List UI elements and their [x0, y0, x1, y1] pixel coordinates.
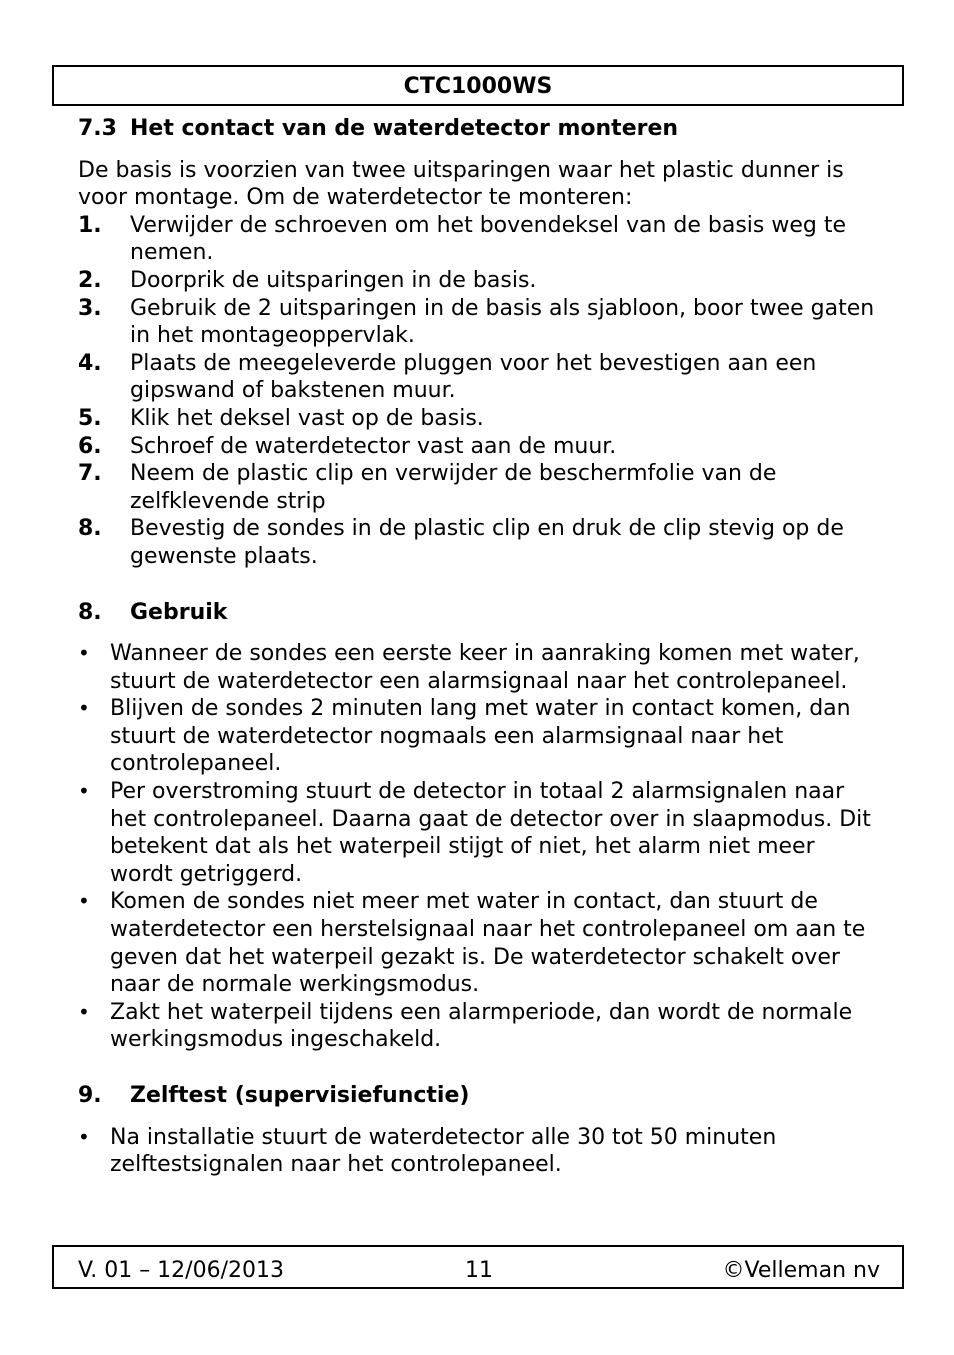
copyright: ©Velleman nv: [722, 1258, 880, 1283]
list-item: [78, 212, 878, 267]
list-item: [78, 999, 878, 1054]
section-heading-9: [78, 1082, 878, 1110]
section-heading-8: [78, 599, 878, 627]
bullet-text: Blijven de sondes 2 minuten lang met water in contact komen, dan stuurt de waterdetector nogmaals een alarmsignaal naar het controlepaneel.: [110, 696, 851, 777]
section-number: 8.: [78, 599, 102, 625]
section-title: Het contact van de waterdetector monteren: [130, 116, 679, 141]
section-intro: De basis is voorzien van twee uitsparingen waar het plastic dunner is voor montage. Om de waterdetector te monteren:: [78, 157, 844, 211]
step-number: 1.: [78, 212, 102, 238]
bullet-icon: •: [78, 889, 90, 914]
step-text: Verwijder de schroeven om het bovendeksel van de basis weg te nemen.: [130, 212, 847, 266]
section-number: 7.3: [78, 116, 117, 141]
step-text: Gebruik de 2 uitsparingen in de basis als sjabloon, boor twee gaten in het montageoppervlak.: [130, 295, 875, 349]
list-item: [78, 515, 878, 570]
bullet-text: Na installatie stuurt de waterdetector alle 30 tot 50 minuten zelftestsignalen naar het controlepaneel.: [110, 1124, 777, 1178]
usage-bullet-list: [78, 640, 878, 1054]
step-number: 7.: [78, 461, 102, 487]
step-text: Klik het deksel vast op de basis.: [130, 405, 484, 431]
section-title: Gebruik: [130, 599, 228, 625]
step-text: Bevestig de sondes in de plastic clip en druk de clip stevig op de gewenste plaats.: [130, 516, 844, 569]
step-number: 2.: [78, 267, 102, 293]
bullet-text: Zakt het waterpeil tijdens een alarmperiode, dan wordt de normale werkingsmodus ingeschakeld.: [110, 999, 853, 1053]
bullet-icon: •: [78, 696, 90, 721]
bullet-text: Per overstroming stuurt de detector in totaal 2 alarmsignalen naar het controlepaneel. Daarna gaat de detector over in slaapmodus. Dit betekent dat als het waterpeil stijgt of niet, het alarm niet meer wordt getriggerd.: [110, 779, 871, 887]
list-item: [78, 1124, 878, 1179]
model-title: CTC1000WS: [403, 74, 553, 99]
list-item: [78, 295, 878, 350]
list-item: [78, 405, 878, 433]
list-item: [78, 640, 878, 695]
page-content: [78, 115, 878, 1179]
step-text: Neem de plastic clip en verwijder de beschermfolie van de zelfklevende strip: [130, 461, 777, 514]
bullet-icon: •: [78, 999, 90, 1024]
step-number: 4.: [78, 350, 102, 376]
document-header: [52, 65, 904, 106]
list-item: [78, 433, 878, 461]
bullet-icon: •: [78, 1124, 90, 1149]
step-number: 8.: [78, 516, 102, 542]
bullet-text: Wanneer de sondes een eerste keer in aanraking komen met water, stuurt de waterdetector een alarmsignaal naar het controlepaneel.: [110, 641, 860, 694]
bullet-text: Komen de sondes niet meer met water in contact, dan stuurt de waterdetector een herstelsignaal naar het controlepaneel om aan te geven dat het waterpeil gezakt is. De waterdetector schakelt over naar de normale werkingsmodus.: [110, 889, 866, 998]
list-item: [78, 350, 878, 405]
bullet-icon: •: [78, 779, 90, 804]
section-number: 9.: [78, 1083, 102, 1108]
list-item: [78, 888, 878, 998]
page-number: 11: [465, 1258, 493, 1283]
list-item: [78, 267, 878, 295]
list-item: [78, 695, 878, 778]
section-title: Zelftest (supervisiefunctie): [130, 1083, 470, 1108]
section-heading-7-3: [78, 115, 878, 143]
bullet-icon: •: [78, 641, 90, 666]
step-text: Plaats de meegeleverde pluggen voor het bevestigen aan een gipswand of bakstenen muur.: [130, 350, 817, 404]
version-date: V. 01 – 12/06/2013: [78, 1258, 284, 1283]
step-number: 3.: [78, 295, 102, 321]
list-item: [78, 778, 878, 888]
step-number: 6.: [78, 433, 102, 459]
list-item: [78, 460, 878, 515]
step-text: Schroef de waterdetector vast aan de muur.: [130, 433, 617, 459]
step-text: Doorprik de uitsparingen in de basis.: [130, 267, 537, 293]
selftest-bullet-list: [78, 1124, 878, 1179]
mounting-steps-list: [78, 212, 878, 571]
document-footer: [52, 1245, 904, 1289]
step-number: 5.: [78, 405, 102, 431]
